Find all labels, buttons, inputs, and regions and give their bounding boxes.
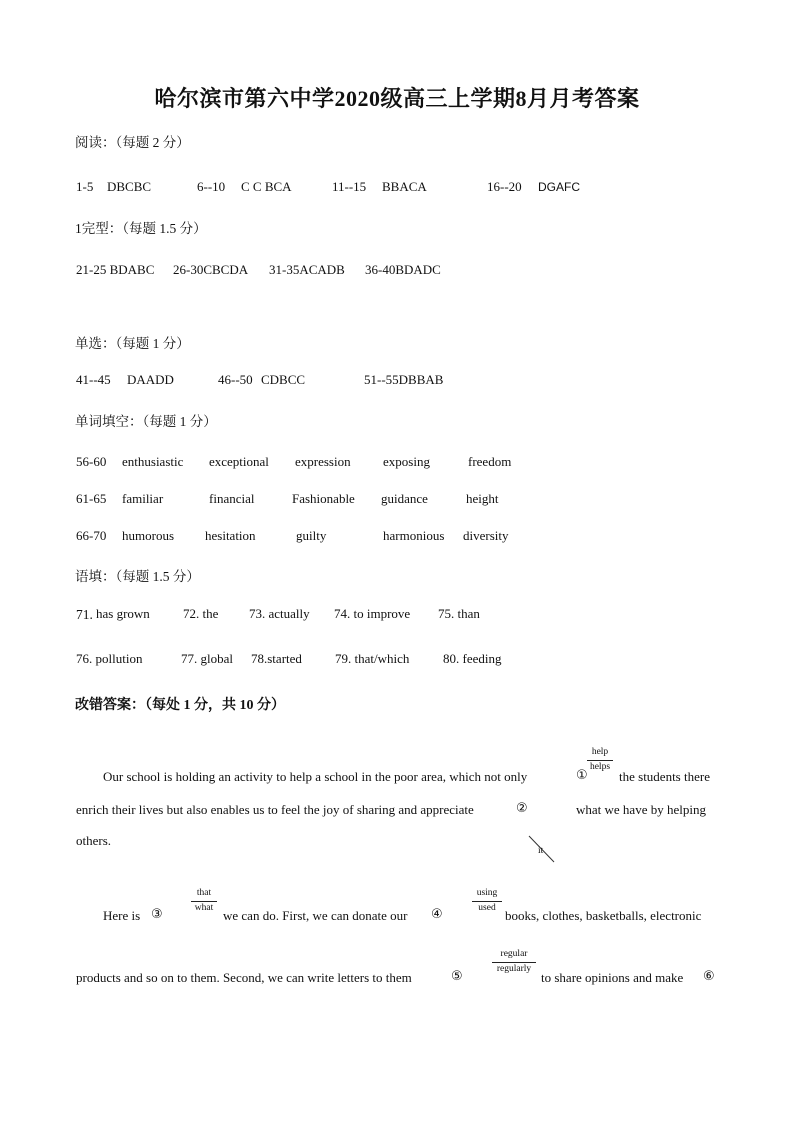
correction-1: [587, 748, 613, 772]
grammar-fill-heading: 语填：（每题 1.5 分）: [75, 569, 200, 584]
reading-range-1: 1-5: [76, 179, 94, 194]
correction-3-deleted: that: [191, 889, 217, 902]
ec-p2-line1-a: Here is: [103, 908, 141, 923]
error-correction-heading: 改错答案：（每处 1 分，共 10 分）: [75, 698, 285, 713]
reading-range-3: 11--15: [332, 179, 367, 194]
reading-answer-1: DBCBC: [107, 179, 152, 194]
word-fill-word: guidance: [381, 491, 428, 506]
word-fill-word: humorous: [122, 528, 174, 543]
page-title: 哈尔滨市第六中学2020级高三上学期8月月考答案: [154, 86, 640, 111]
correction-mark-2: ②: [516, 801, 528, 816]
word-fill-word: height: [466, 491, 499, 506]
grammar-item-72: 72. the: [183, 606, 219, 621]
reading-answer-2: C C BCA: [241, 179, 292, 194]
word-fill-word: guilty: [296, 528, 327, 543]
correction-4-replacement: used: [478, 902, 496, 913]
grammar-item-78: 78.started: [251, 651, 302, 666]
grammar-item-74: 74. to improve: [334, 606, 411, 621]
correction-mark-5: ⑤: [451, 969, 463, 984]
correction-3-replacement: what: [194, 902, 214, 913]
word-fill-heading: 单词填空：（每题 1 分）: [75, 414, 217, 429]
word-fill-word: freedom: [468, 454, 512, 469]
cloze-group-3: 31-35ACADB: [269, 262, 345, 277]
correction-mark-4: ④: [431, 907, 443, 922]
correction-5-replacement: regularly: [496, 963, 532, 974]
reading-answer-3: BBACA: [382, 179, 427, 194]
ec-p2-line2-a: products and so on to them. Second, we can write letters to them: [76, 970, 412, 985]
single-range-2: 46--50: [218, 372, 253, 387]
ec-p1-line1-b: the students there: [619, 769, 710, 784]
single-choice-heading: 单选：（每题 1 分）: [75, 336, 190, 351]
ec-p1-line2-b: what we have by helping: [576, 802, 706, 817]
word-fill-word: Fashionable: [292, 491, 355, 506]
grammar-item-76: 76. pollution: [76, 651, 143, 666]
grammar-item-79: 79. that/which: [335, 651, 410, 666]
ec-p2-line1-b: we can do. First, we can donate our: [223, 908, 408, 923]
word-fill-word: financial: [209, 491, 255, 506]
correction-mark-1: ①: [576, 768, 588, 783]
grammar-item-71-number: 71.: [76, 607, 93, 622]
correction-5-deleted: regular: [492, 950, 536, 963]
grammar-item-75: 75. than: [438, 606, 480, 621]
correction-5: [492, 950, 536, 974]
word-fill-word: enthusiastic: [122, 454, 184, 469]
word-fill-word: familiar: [122, 491, 164, 506]
grammar-item-80: 80. feeding: [443, 651, 502, 666]
correction-4: [472, 889, 502, 913]
grammar-item-71-answer: has grown: [96, 606, 150, 621]
correction-4-deleted: using: [472, 889, 502, 902]
grammar-item-77: 77. global: [181, 651, 233, 666]
word-fill-word: exposing: [383, 454, 430, 469]
word-fill-range-1: 56-60: [76, 454, 107, 469]
cloze-group-4: 36-40BDADC: [365, 262, 441, 277]
cloze-group-1: 21-25 BDABC: [76, 262, 155, 277]
correction-1-deleted: help: [587, 748, 613, 761]
ec-p1-line1-a: Our school is holding an activity to help a school in the poor area, which not only: [103, 769, 528, 784]
reading-heading: 阅读：（每题 2 分）: [75, 135, 190, 150]
ec-p1-line2-a: enrich their lives but also enables us to feel the joy of sharing and appreciate: [76, 802, 474, 817]
grammar-item-73: 73. actually: [249, 606, 310, 621]
word-fill-word: hesitation: [205, 528, 256, 543]
reading-answer-4: DGAFC: [538, 180, 580, 194]
reading-range-2: 6--10: [197, 179, 226, 194]
correction-1-replacement: helps: [589, 761, 611, 772]
single-answer-1: DAADD: [127, 372, 174, 387]
correction-mark-3: ③: [151, 907, 163, 922]
word-fill-word: expression: [295, 454, 351, 469]
single-range-1: 41--45: [76, 372, 111, 387]
correction-3: [191, 889, 217, 913]
single-answer-2: CDBCC: [261, 372, 306, 387]
ec-p2-line2-b: to share opinions and make: [541, 970, 684, 985]
word-fill-range-2: 61-65: [76, 491, 107, 506]
word-fill-word: diversity: [463, 528, 509, 543]
ec-p2-line1-c: books, clothes, basketballs, electronic: [505, 908, 702, 923]
correction-mark-6: ⑥: [703, 969, 715, 984]
cloze-group-2: 26-30CBCDA: [173, 262, 249, 277]
word-fill-word: harmonious: [383, 528, 445, 543]
reading-range-4: 16--20: [487, 179, 522, 194]
word-fill-range-3: 66-70: [76, 528, 107, 543]
word-fill-word: exceptional: [209, 454, 269, 469]
ec-p1-line3: others.: [76, 833, 112, 848]
cloze-heading: 1完型：（每题 1.5 分）: [75, 221, 207, 236]
correction-2-insertion: it: [538, 846, 544, 856]
single-range-3: 51--55DBBAB: [364, 372, 444, 387]
